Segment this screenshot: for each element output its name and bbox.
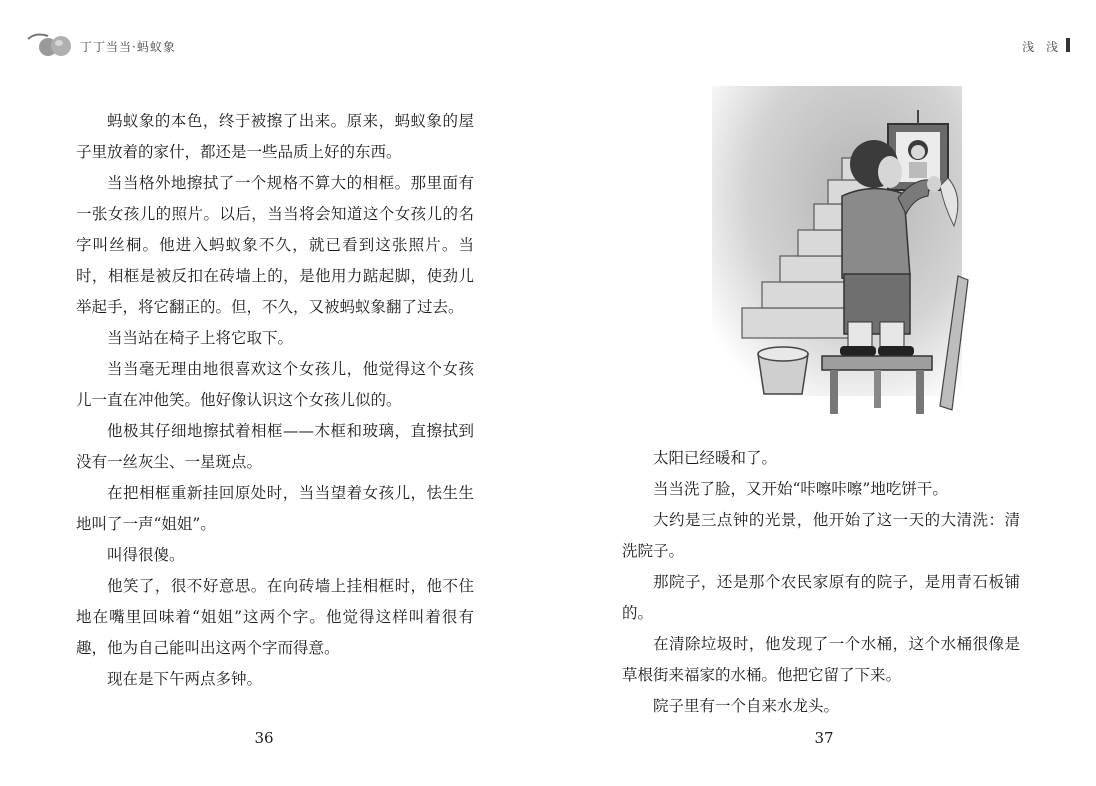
paragraph: 现在是下午两点多钟。 [107, 670, 263, 688]
right-page [548, 0, 1096, 786]
boy-hanging-picture-illustration [652, 86, 978, 416]
paragraph: 太阳已经暖和了。 [653, 449, 778, 467]
section-title: 浅 浅 [1022, 40, 1062, 54]
paragraph: 当当毫无理由地很喜欢这个女孩儿，他觉得这个女孩儿一直在冲他笑。他好像认识这个女孩儿似的。 [76, 360, 474, 409]
paragraph: 在清除垃圾时，他发现了一个水桶，这个水桶很像是草根街来福家的水桶。他把它留了下来。 [622, 635, 1020, 684]
paragraph: 那院子，还是那个农民家原有的院子，是用青石板铺的。 [622, 573, 1020, 622]
paragraph: 他极其仔细地擦拭着相框——木框和玻璃，直擦拭到没有一丝灰尘、一星斑点。 [76, 422, 474, 471]
paragraph: 叫得很傻。 [107, 546, 185, 564]
paragraph: 大约是三点钟的光景，他开始了这一天的大清洗：清洗院子。 [622, 511, 1020, 560]
paragraph: 蚂蚁象的本色，终于被擦了出来。原来，蚂蚁象的屋子里放着的家什，都还是一些品质上好的东西。 [76, 112, 474, 161]
paragraph: 他笑了，很不好意思。在向砖墙上挂相框时，他不住地在嘴里回味着“姐姐”这两个字。他觉得这样叫着很有趣，他为自己能叫出这两个字而得意。 [76, 577, 474, 657]
page-number: 36 [254, 729, 274, 747]
paragraph: 当当格外地擦拭了一个规格不算大的相框。那里面有一张女孩儿的照片。以后，当当将会知道这个女孩儿的名字叫丝桐。他进入蚂蚁象不久，就已看到这张照片。当时，相框是被反扣在砖墙上的，是他用力踮起脚，使劲儿举起手，将它翻正的。但，不久，又被蚂蚁象翻了过去。 [76, 174, 474, 316]
paragraph: 当当站在椅子上将它取下。 [107, 329, 294, 347]
paragraph: 在把相框重新挂回原处时，当当望着女孩儿，怯生生地叫了一声“姐姐”。 [76, 484, 474, 533]
gourd-logo-icon [26, 30, 74, 60]
body-text-right [622, 443, 1020, 722]
header-marker [1066, 38, 1070, 52]
paragraph: 当当洗了脸，又开始“咔嚓咔嚓”地吃饼干。 [653, 480, 948, 498]
paragraph: 院子里有一个自来水龙头。 [653, 697, 840, 715]
book-title: 丁丁当当·蚂蚁象 [80, 40, 176, 54]
page-number: 37 [814, 729, 834, 747]
body-text-left [76, 106, 474, 695]
